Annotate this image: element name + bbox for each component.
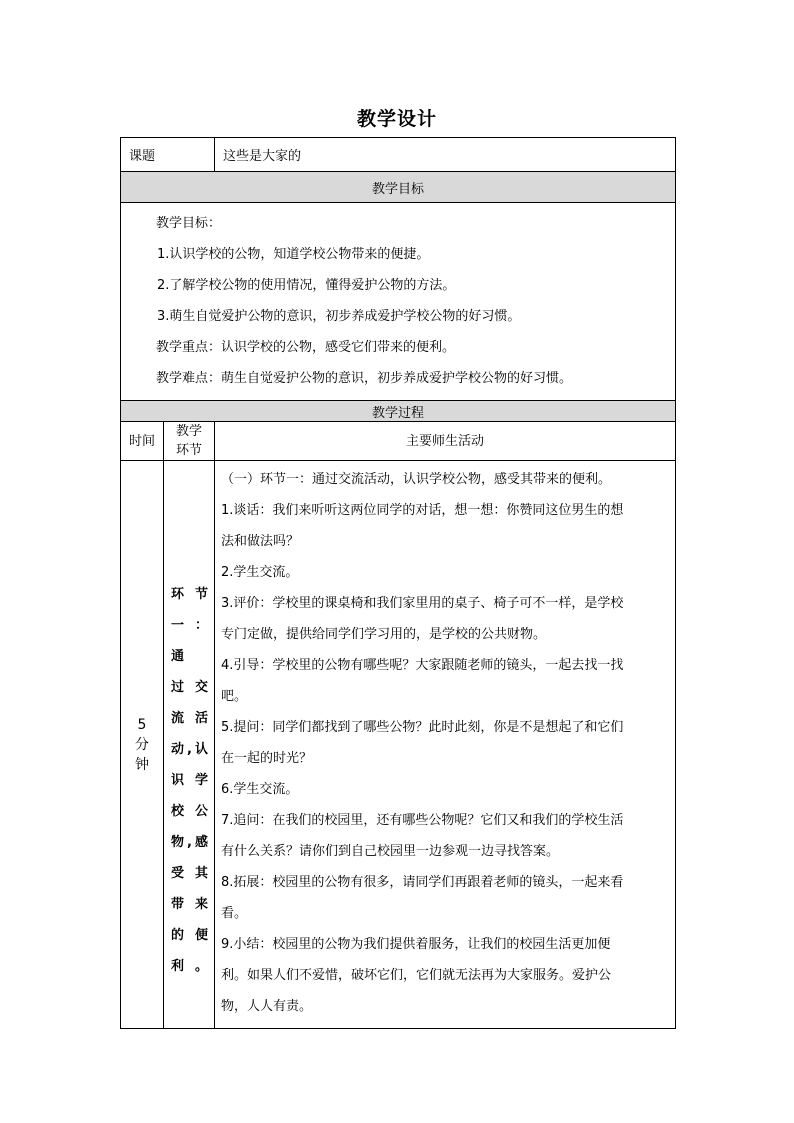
objectives-content	[121, 203, 676, 401]
process-header: 教学过程	[121, 401, 676, 422]
stage-text: 环节	[171, 587, 209, 602]
objectives-line: 教学目标：	[156, 216, 222, 231]
activity-line: 4.引导：学校里的公物有哪些呢？大家跟随老师的镜头，一起去找一找	[221, 658, 624, 673]
activity-line: 5.提问：同学们都找到了哪些公物？此时此刻，你是不是想起了和它们	[221, 720, 624, 735]
key-point-line: 教学重点：认识学校的公物，感受它们带来的便利。	[156, 340, 456, 355]
activity-cell	[215, 461, 676, 1029]
stage-text: 带来	[171, 897, 209, 912]
time-column-header: 时间	[121, 422, 164, 461]
objectives-line: 3.萌生自觉爱护公物的意识，初步养成爱护学校公物的好习惯。	[157, 309, 521, 324]
activity-column-header: 主要师生活动	[215, 422, 676, 461]
activity-line: 1.谈话：我们来听听这两位同学的对话，想一想：你赞同这位男生的想	[221, 503, 624, 518]
activity-line: 看。	[221, 906, 248, 921]
activity-line: 利。如果人们不爱惜，破坏它们，它们就无法再为大家服务。爱护公	[221, 968, 612, 983]
stage-column-header	[164, 422, 215, 461]
time-unit: 钟	[135, 756, 149, 773]
lesson-row	[121, 138, 676, 172]
stage-text: 过交	[171, 680, 209, 695]
activity-row	[121, 461, 676, 1029]
objectives-line: 2.了解学校公物的使用情况，懂得爱护公物的方法。	[157, 278, 456, 293]
document-title: 教学设计	[356, 108, 437, 130]
stage-text: 校公	[171, 804, 209, 819]
activity-line: 专门定做，提供给同学们学习用的，是学校的公共财物。	[221, 627, 547, 642]
stage-header-line: 环节	[176, 443, 203, 458]
stage-text: 一：通	[171, 618, 209, 664]
lesson-label: 课题	[121, 138, 215, 172]
difficulty-line: 教学难点：萌生自觉爱护公物的意识，初步养成爱护学校公物的好习惯。	[156, 371, 573, 386]
stage-cell	[164, 461, 215, 1029]
stage-text: 动,认	[171, 742, 209, 757]
objectives-header-row	[121, 172, 676, 203]
lesson-value: 这些是大家的	[215, 138, 676, 172]
activity-line: 8.拓展：校园里的公物有很多，请同学们再跟着老师的镜头，一起来看	[221, 875, 624, 890]
time-cell	[121, 461, 164, 1029]
stage-text: 识学	[171, 773, 209, 788]
activity-line: 有什么关系？请你们到自己校园里一边参观一边寻找答案。	[221, 844, 560, 859]
time-unit: 分	[135, 736, 149, 753]
activity-line: 在一起的时光？	[221, 751, 313, 766]
activity-line: 物，人人有责。	[221, 999, 313, 1014]
column-header-row	[121, 422, 676, 461]
stage-text: 利。	[171, 959, 209, 974]
stage-text: 物,感	[171, 835, 209, 850]
activity-line: 吧。	[221, 689, 248, 704]
objectives-line: 1.认识学校的公物，知道学校公物带来的便捷。	[157, 247, 430, 262]
activity-line: 2.学生交流。	[221, 565, 299, 580]
process-header-row	[121, 401, 676, 422]
time-value: 5	[137, 716, 147, 733]
lesson-plan-table	[120, 137, 676, 1029]
stage-header-line: 教学	[176, 424, 203, 439]
stage-text: 流活	[171, 711, 209, 726]
objectives-row	[121, 203, 676, 401]
activity-line: 9.小结：校园里的公物为我们提供着服务，让我们的校园生活更加便	[221, 937, 611, 952]
activity-line: 法和做法吗？	[221, 534, 300, 549]
stage-text: 受其	[171, 866, 209, 881]
stage-text: 的便	[171, 928, 209, 943]
activity-line: 3.评价：学校里的课桌椅和我们家里用的桌子、椅子可不一样，是学校	[221, 596, 624, 611]
activity-line: 6.学生交流。	[221, 782, 299, 797]
activity-line: 7.追问：在我们的校园里，还有哪些公物呢？它们又和我们的学校生活	[221, 813, 624, 828]
activity-line: （一）环节一：通过交流活动，认识学校公物，感受其带来的便利。	[221, 472, 612, 487]
objectives-header: 教学目标	[121, 172, 676, 203]
